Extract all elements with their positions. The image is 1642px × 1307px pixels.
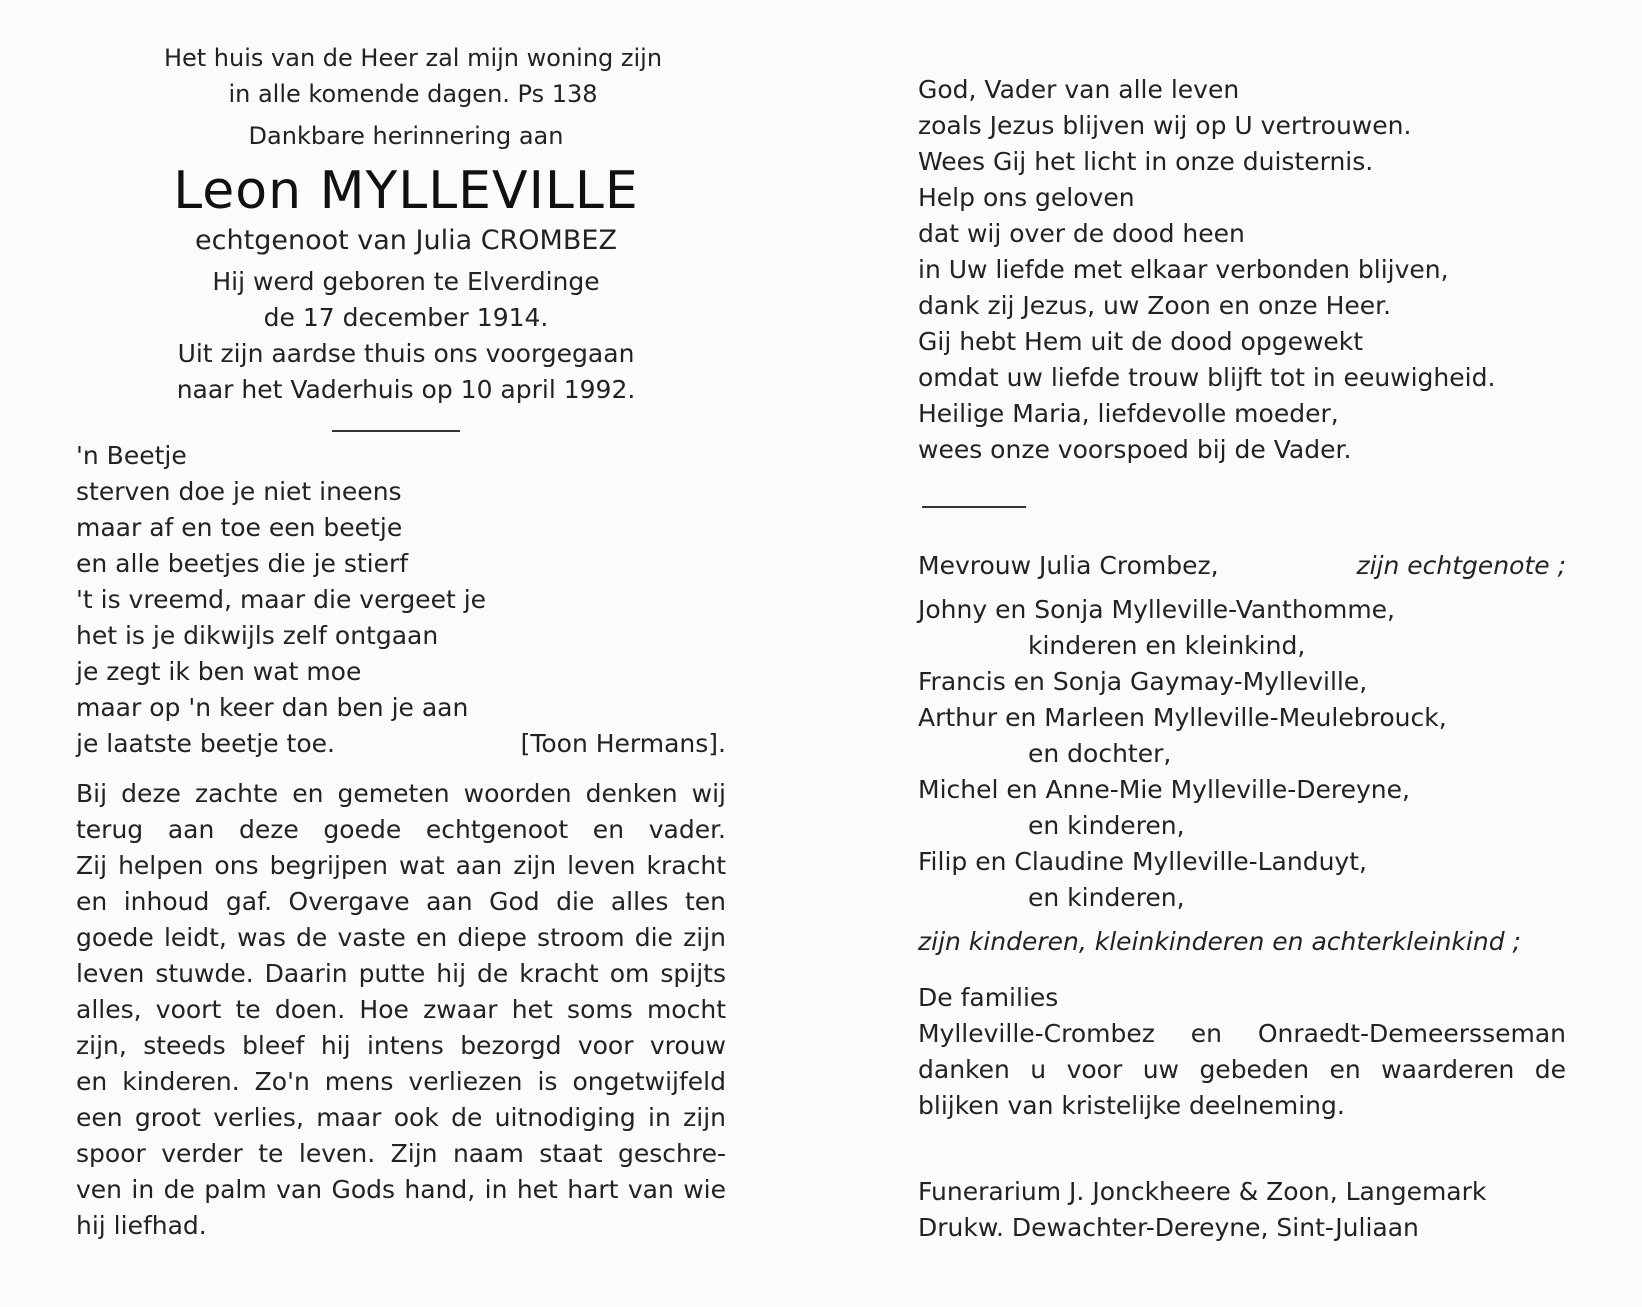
left-column [76, 40, 736, 1244]
prose-line: Bij deze zachte en gemeten woorden denken wij [76, 779, 726, 808]
bio-line: de 17 december 1914. [263, 303, 549, 332]
prose-line: zijn, steeds bleef hij intens bezorgd voor vrouw [76, 1031, 726, 1060]
divider [922, 506, 1026, 508]
child-names: Michel en Anne-Mie Mylleville-Dereyne, [918, 775, 1410, 804]
prose-line: een groot verlies, maar ook de uitnodiging in zijn [76, 1103, 726, 1132]
families-line: De families [918, 983, 1059, 1012]
child-sub: en dochter, [1028, 739, 1172, 768]
bio-line: Hij werd geboren te Elverdinge [212, 267, 600, 296]
widow-row [918, 548, 1566, 584]
prose-line: Zij helpen ons begrijpen wat aan zijn leven kracht [76, 851, 726, 880]
prayer-line: Gij hebt Hem uit de dood opgewekt [918, 327, 1364, 356]
divider [332, 430, 460, 432]
poem-line: maar af en toe een beetje [76, 513, 403, 542]
poem-final-line [76, 726, 726, 762]
families-line: Mylleville-Crombez en Onraedt-Demeersseman [918, 1019, 1566, 1048]
prose-line: leven stuwde. Daarin putte hij de kracht om spijts [76, 959, 726, 988]
prose-line: hij liefhad. [76, 1211, 207, 1240]
prose-line: en inhoud gaf. Overgave aan God die alles ten [76, 887, 726, 916]
printer-credits [918, 1174, 1578, 1246]
prayer-line: God, Vader van alle leven [918, 75, 1240, 104]
child-names: Johny en Sonja Mylleville-Vanthomme, [918, 595, 1396, 624]
prayer [918, 72, 1578, 468]
printer: Drukw. Dewachter-Dereyne, Sint-Juliaan [918, 1213, 1419, 1242]
prayer-line: dank zij Jezus, uw Zoon en onze Heer. [918, 291, 1392, 320]
bio-line: Uit zijn aardse thuis ons voorgegaan [177, 339, 635, 368]
families-thanks [918, 980, 1566, 1124]
poem-line: 't is vreemd, maar die vergeet je [76, 585, 487, 614]
prayer-line: dat wij over de dood heen [918, 219, 1245, 248]
widow-name: Mevrouw Julia Crombez, [918, 551, 1219, 580]
prayer-line: Heilige Maria, liefdevolle moeder, [918, 399, 1339, 428]
right-column [918, 72, 1578, 1246]
families-line: blijken van kristelijke deelneming. [918, 1091, 1345, 1120]
deceased-name: Leon MYLLEVILLE [173, 161, 639, 221]
tribute-text [76, 776, 726, 1244]
child-names: Filip en Claudine Mylleville-Landuyt, [918, 847, 1367, 876]
prayer-line: Help ons geloven [918, 183, 1135, 212]
poem-line: 'n Beetje [76, 441, 187, 470]
family-list [918, 548, 1578, 916]
poem-line: maar op 'n keer dan ben je aan [76, 693, 469, 722]
bio-line: naar het Vaderhuis op 10 april 1992. [176, 375, 636, 404]
prayer-line: omdat uw liefde trouw blijft tot in eeuwigheid. [918, 363, 1496, 392]
child-sub: kinderen en kleinkind, [1028, 631, 1306, 660]
psalm-line: Het huis van de Heer zal mijn woning zijn [163, 44, 663, 72]
poem-author: [Toon Hermans]. [520, 729, 726, 758]
poem-line: je zegt ik ben wat moe [76, 657, 362, 686]
poem-line: je laatste beetje toe. [76, 729, 335, 758]
widow-role: zijn echtgenote ; [1356, 551, 1566, 580]
prose-line: ven in de palm van Gods hand, in het hart van wie [76, 1175, 726, 1204]
prayer-line: zoals Jezus blijven wij op U vertrouwen. [918, 111, 1412, 140]
psalm-quote [90, 40, 736, 112]
grandchildren-line: zijn kinderen, kleinkinderen en achterkleinkind ; [918, 927, 1521, 956]
child-names: Arthur en Marleen Mylleville-Meulebrouck, [918, 703, 1447, 732]
child-sub: en kinderen, [1028, 883, 1185, 912]
prose-line: spoor verder te leven. Zijn naam staat geschre- [76, 1139, 726, 1168]
psalm-line: in alle komende dagen. Ps 138 [228, 80, 598, 108]
remembrance-heading: Dankbare herinnering aan [248, 122, 564, 150]
prayer-line: Wees Gij het licht in onze duisternis. [918, 147, 1374, 176]
biography [76, 264, 736, 408]
prose-line: en kinderen. Zo'n mens verliezen is ongetwijfeld [76, 1067, 726, 1096]
poem-line: sterven doe je niet ineens [76, 477, 402, 506]
spouse-line: echtgenoot van Julia CROMBEZ [195, 225, 617, 256]
prayer-line: wees onze voorspoed bij de Vader. [918, 435, 1352, 464]
poem [76, 438, 736, 762]
prose-line: alles, voort te doen. Hoe zwaar het soms mocht [76, 995, 726, 1024]
poem-line: het is je dikwijls zelf ontgaan [76, 621, 439, 650]
child-sub: en kinderen, [1028, 811, 1185, 840]
prayer-line: in Uw liefde met elkaar verbonden blijven, [918, 255, 1449, 284]
funeral-home: Funerarium J. Jonckheere & Zoon, Langemark [918, 1177, 1487, 1206]
child-names: Francis en Sonja Gaymay-Mylleville, [918, 667, 1368, 696]
prose-line: terug aan deze goede echtgenoot en vader. [76, 815, 726, 844]
poem-line: en alle beetjes die je stierf [76, 549, 409, 578]
families-line: danken u voor uw gebeden en waarderen de [918, 1055, 1566, 1084]
prose-line: goede leidt, was de vaste en diepe stroom die zijn [76, 923, 726, 952]
